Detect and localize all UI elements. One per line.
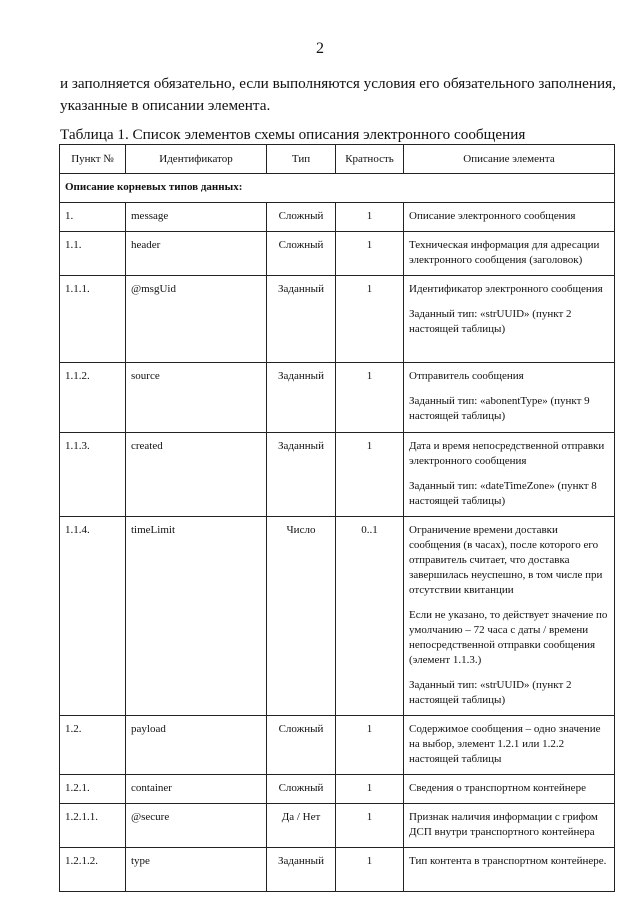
description-paragraph: Заданный тип: «strUUID» (пункт 2 настоящей таблицы) [409,308,572,335]
row-description [404,716,615,775]
row-description [404,775,615,804]
row-type: Заданный [267,848,336,892]
table-row [60,433,615,517]
row-number: 1.1.2. [60,363,126,433]
table-row [60,716,615,775]
description-paragraph: Тип контента в транспортном контейнере. [409,855,607,867]
description-paragraph: Заданный тип: «dateTimeZone» (пункт 8 настоящей таблицы) [409,480,597,507]
row-description [404,433,615,517]
intro-paragraph: и заполняется обязательно, если выполняются условия его обязательного заполнения, указанные в описании элемента. [60,75,616,114]
row-multiplicity: 0..1 [336,517,404,716]
row-type: Заданный [267,276,336,363]
row-multiplicity: 1 [336,848,404,892]
column-header-description: Описание элемента [404,145,615,174]
description-paragraph: Сведения о транспортном контейнере [409,782,586,794]
description-paragraph: Отправитель сообщения [409,370,524,382]
elements-table [59,144,615,892]
row-multiplicity: 1 [336,775,404,804]
description-paragraph: Если не указано, то действует значение по умолчанию – 72 часа с даты / времени непосредственной отправки сообщения (элемент 1.1.3.) [409,609,608,666]
description-paragraph: Техническая информация для адресации электронного сообщения (заголовок) [409,239,600,266]
row-identifier: source [126,363,267,433]
row-identifier: message [126,203,267,232]
description-paragraph: Заданный тип: «strUUID» (пункт 2 настоящей таблицы) [409,679,572,706]
table-row [60,203,615,232]
row-type: Заданный [267,363,336,433]
row-multiplicity: 1 [336,232,404,276]
row-identifier: payload [126,716,267,775]
row-description [404,276,615,363]
row-multiplicity: 1 [336,804,404,848]
row-identifier: container [126,775,267,804]
description-paragraph: Описание электронного сообщения [409,210,576,222]
row-number: 1.1.3. [60,433,126,517]
row-description [404,363,615,433]
row-identifier: @msgUid [126,276,267,363]
section-title: Описание корневых типов данных: [60,174,615,203]
row-multiplicity: 1 [336,363,404,433]
description-paragraph: Признак наличия информации с грифом ДСП внутри транспортного контейнера [409,811,598,838]
table-row [60,848,615,892]
row-number: 1. [60,203,126,232]
row-description [404,517,615,716]
row-number: 1.1. [60,232,126,276]
row-type: Сложный [267,716,336,775]
column-header-multiplicity: Кратность [336,145,404,174]
row-description [404,848,615,892]
row-number: 1.2.1. [60,775,126,804]
row-identifier: timeLimit [126,517,267,716]
column-header-type: Тип [267,145,336,174]
row-type: Сложный [267,232,336,276]
row-multiplicity: 1 [336,433,404,517]
column-header-identifier: Идентификатор [126,145,267,174]
table-row [60,363,615,433]
table-row [60,517,615,716]
table-row [60,232,615,276]
table-row [60,804,615,848]
table-row [60,276,615,363]
description-paragraph: Заданный тип: «abonentType» (пункт 9 настоящей таблицы) [409,395,590,422]
row-number: 1.2.1.2. [60,848,126,892]
row-multiplicity: 1 [336,276,404,363]
row-type: Число [267,517,336,716]
description-paragraph: Идентификатор электронного сообщения [409,283,603,295]
table-row [60,775,615,804]
row-type: Сложный [267,775,336,804]
row-identifier: header [126,232,267,276]
row-type: Да / Нет [267,804,336,848]
section-row [60,174,615,203]
row-identifier: created [126,433,267,517]
row-identifier: type [126,848,267,892]
row-number: 1.2. [60,716,126,775]
row-number: 1.2.1.1. [60,804,126,848]
row-description [404,203,615,232]
row-description [404,804,615,848]
row-description [404,232,615,276]
row-identifier: @secure [126,804,267,848]
row-multiplicity: 1 [336,203,404,232]
row-type: Сложный [267,203,336,232]
description-paragraph: Ограничение времени доставки сообщения (в часах), после которого его отправитель считает, что доставка завершилась неуспешно, в том числе при отсутствии квитанции [409,524,603,596]
column-header-num: Пункт № [60,145,126,174]
page-number: 2 [316,40,324,57]
row-number: 1.1.4. [60,517,126,716]
table-caption: Таблица 1. Список элементов схемы описания электронного сообщения [60,126,526,143]
row-type: Заданный [267,433,336,517]
row-number: 1.1.1. [60,276,126,363]
description-paragraph: Содержимое сообщения – одно значение на выбор, элемент 1.2.1 или 1.2.2 настоящей таблицы [409,723,601,765]
table-header-row [60,145,615,174]
description-paragraph: Дата и время непосредственной отправки электронного сообщения [409,440,605,467]
row-multiplicity: 1 [336,716,404,775]
